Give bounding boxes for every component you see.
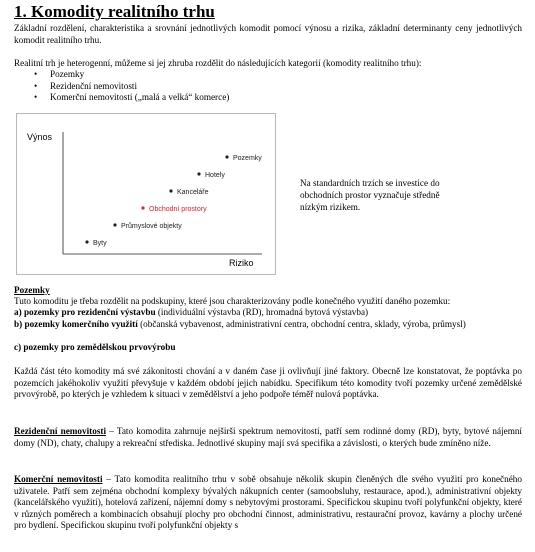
list-item: • Komerční nemovitosti („malá a velká“ komerce) [34, 92, 229, 104]
chart-point [169, 189, 172, 192]
list-item: • Rezidenční nemovitosti [34, 81, 229, 93]
chart-point [197, 172, 200, 175]
chart-point-label: Pozemky [233, 155, 262, 162]
chart-point [85, 240, 88, 243]
pozemky-heading [14, 285, 522, 297]
chart-points [85, 155, 262, 247]
rezidencni-paragraph [14, 426, 522, 449]
category-list [14, 69, 229, 104]
komercni-paragraph [14, 474, 522, 532]
section-heading: Rezidenční nemovitosti [14, 426, 107, 436]
pozemky-item-b [14, 319, 522, 331]
item-label: b) pozemky komerčního využití [14, 319, 138, 329]
chart-point [225, 155, 228, 158]
rules-paragraph: Každá část této komodity má své zákonitosti chování a v daném čase ji ovlivňují jiné faktory. Obecně lze konstatovat, že poptávka po pozemcích jakéhokoliv využití převyšuje v každém období jejich nabídku. Specifikum této komodity tvoří pozemky určené zemědělské prvovýrobě, po kterých je vzhledem k situaci v zemědělství a jeho podpoře téměř nulová poptávka. [14, 366, 522, 399]
chart-point [141, 206, 144, 209]
item-label: a) pozemky pro rezidenční výstavbu [14, 307, 156, 317]
chart-point-label: Kanceláře [177, 189, 209, 196]
x-axis-label: Riziko [229, 258, 254, 268]
chart-svg [17, 114, 275, 274]
chart-point [113, 223, 116, 226]
list-item: • Pozemky [34, 69, 229, 81]
section-heading: Komerční nemovitosti [14, 474, 103, 484]
pozemky-item-a [14, 307, 522, 319]
categories-intro: Realitní trh je heterogenní, můžeme si jej zhruba rozdělit do následujících kategorií (komodity realitního trhu): [14, 58, 422, 68]
chart-point-label: Obchodní prostory [149, 206, 207, 213]
chart-note: Na standardních trzích se investice do obchodních prostor vyznačuje středně nízkým rizikem. [300, 178, 440, 212]
page-title: 1. Komodity realitního trhu [14, 2, 215, 21]
chart-point-label: Průmyslové objekty [121, 223, 182, 230]
chart-point-label: Hotely [205, 172, 225, 179]
item-label: c) pozemky pro zemědělskou prvovýrobu [14, 342, 176, 352]
item-text: (občanská vybavenost, administrativní centra, obchodní centra, sklady, výroba, průmysl) [137, 319, 466, 329]
item-text: (individuální výstavba (RD), hromadná bytová výstavba) [155, 307, 369, 317]
y-axis-label: Výnos [27, 132, 53, 142]
chart-point-label: Byty [93, 240, 107, 247]
pozemky-intro: Tuto komoditu je třeba rozdělit na podskupiny, které jsou charakterizovány podle konečného využití daného pozemku: [14, 296, 451, 306]
pozemky-item-c [14, 342, 522, 354]
section-text: – Tato komodita zahrnuje nejširší spektrum nemovitostí, patří sem rodinné domy (RD), byty, bytové nájemní domy (ND), chaty, chalupy a rekreační střediska. Jednotlivé skupiny mají svá specifika a závislosti, o kterých bude zmíněno níže. [14, 426, 522, 448]
section-text: – Tato komodita realitního trhu v sobě obsahuje několik skupin členěných dle svého využití pro konečného uživatele. Patří sem zejména obchodní komplexy bývalých nákupních center (samoobsluhy, restaurace, apod.), administrativní objekty (kancelářského využití), hotelová zařízení, nájemní domy s nebytovými prostorami. Specifickou skupinu tvoří polyfunkční objekty, které v různých poměrech a kombinacích obsahují plochy pro obchodní činnost, administrativu, restaurační provoz, kavárny a plochy určené pro bydlení. Specifickou skupinu tvoří polyfunkční objekty s [14, 474, 522, 530]
risk-return-chart [16, 113, 276, 275]
section-heading: Pozemky [14, 285, 50, 295]
intro-paragraph: Základní rozdělení, charakteristika a srovnání jednotlivých komodit pomocí výnosu a rizika, základní determinanty ceny jednotlivých komodit realitního trhu. [14, 23, 522, 45]
